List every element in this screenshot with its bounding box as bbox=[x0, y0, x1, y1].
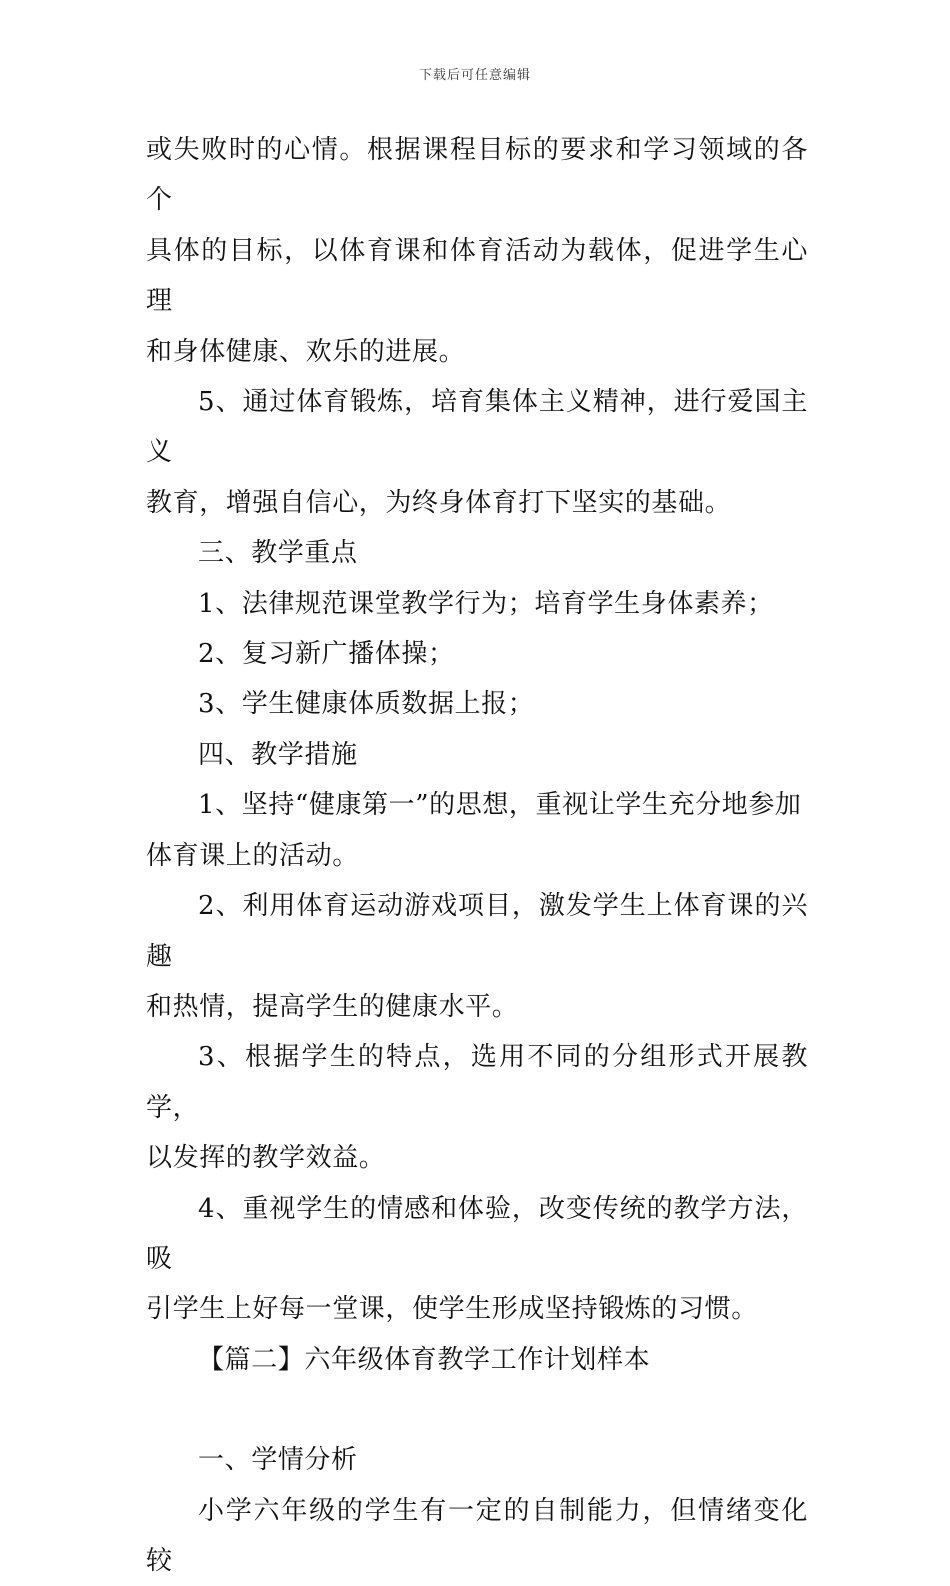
text-line: 和热情，提高学生的健康水平。 bbox=[146, 991, 519, 1022]
text-line: 一、学情分析 bbox=[198, 1445, 358, 1476]
page-header: 下载后可任意编辑 bbox=[418, 68, 531, 83]
text-line: 以发挥的教学效益。 bbox=[146, 1143, 386, 1174]
paragraph-measure-2 bbox=[146, 881, 808, 1032]
chapter-title bbox=[146, 1335, 808, 1385]
paragraph-item-5 bbox=[146, 377, 808, 528]
document-body bbox=[146, 125, 808, 1586]
text-line: 或失败时的心情。根据课程目标的要求和学习领域的各个 bbox=[146, 135, 808, 216]
text-line: 1、法律规范课堂教学行为；培育学生身体素养； bbox=[198, 588, 774, 619]
paragraph-measure-1 bbox=[146, 780, 808, 881]
text-line: 教育，增强自信心，为终身体育打下坚实的基础。 bbox=[146, 487, 732, 518]
text-line: 四、教学措施 bbox=[198, 739, 358, 770]
paragraph-measure-3 bbox=[146, 1032, 808, 1183]
text-line: 5、通过体育锻炼，培育集体主义精神，进行爱国主义 bbox=[146, 387, 808, 468]
section-heading-student-analysis bbox=[146, 1435, 808, 1485]
section-heading-teaching-focus bbox=[146, 528, 808, 578]
text-line: 3、根据学生的特点，选用不同的分组形式开展教学， bbox=[146, 1042, 808, 1123]
blank-line bbox=[146, 1385, 808, 1435]
text-line: 三、教学重点 bbox=[198, 538, 358, 569]
text-line: 具体的目标，以体育课和体育活动为载体，促进学生心理 bbox=[146, 235, 808, 317]
text-line: 和身体健康、欢乐的进展。 bbox=[146, 336, 466, 367]
section-heading-teaching-measures bbox=[146, 730, 808, 780]
text-line: 2、利用体育运动游戏项目，激发学生上体育课的兴趣 bbox=[146, 891, 808, 972]
text-line: 4、重视学生的情感和体验，改变传统的教学方法，吸 bbox=[146, 1193, 808, 1274]
text-line: 【篇二】六年级体育教学工作计划样本 bbox=[198, 1344, 651, 1375]
paragraph-continuation bbox=[146, 125, 808, 377]
text-line: 2、复习新广播体操； bbox=[198, 639, 455, 670]
paragraph-student-analysis bbox=[146, 1486, 808, 1586]
text-line: 小学六年级的学生有一定的自制能力，但情绪变化较 bbox=[146, 1495, 808, 1576]
text-line: 引学生上好每一堂课，使学生形成坚持锻炼的习惯。 bbox=[146, 1294, 758, 1325]
text-line: 3、学生健康体质数据上报； bbox=[198, 689, 535, 720]
text-line: 体育课上的活动。 bbox=[146, 840, 359, 871]
paragraph-focus-3 bbox=[146, 679, 808, 729]
paragraph-focus-2 bbox=[146, 629, 808, 679]
text-line: 1、坚持“健康第一”的思想，重视让学生充分地参加 bbox=[198, 790, 802, 821]
paragraph-focus-1 bbox=[146, 579, 808, 629]
paragraph-measure-4 bbox=[146, 1184, 808, 1335]
